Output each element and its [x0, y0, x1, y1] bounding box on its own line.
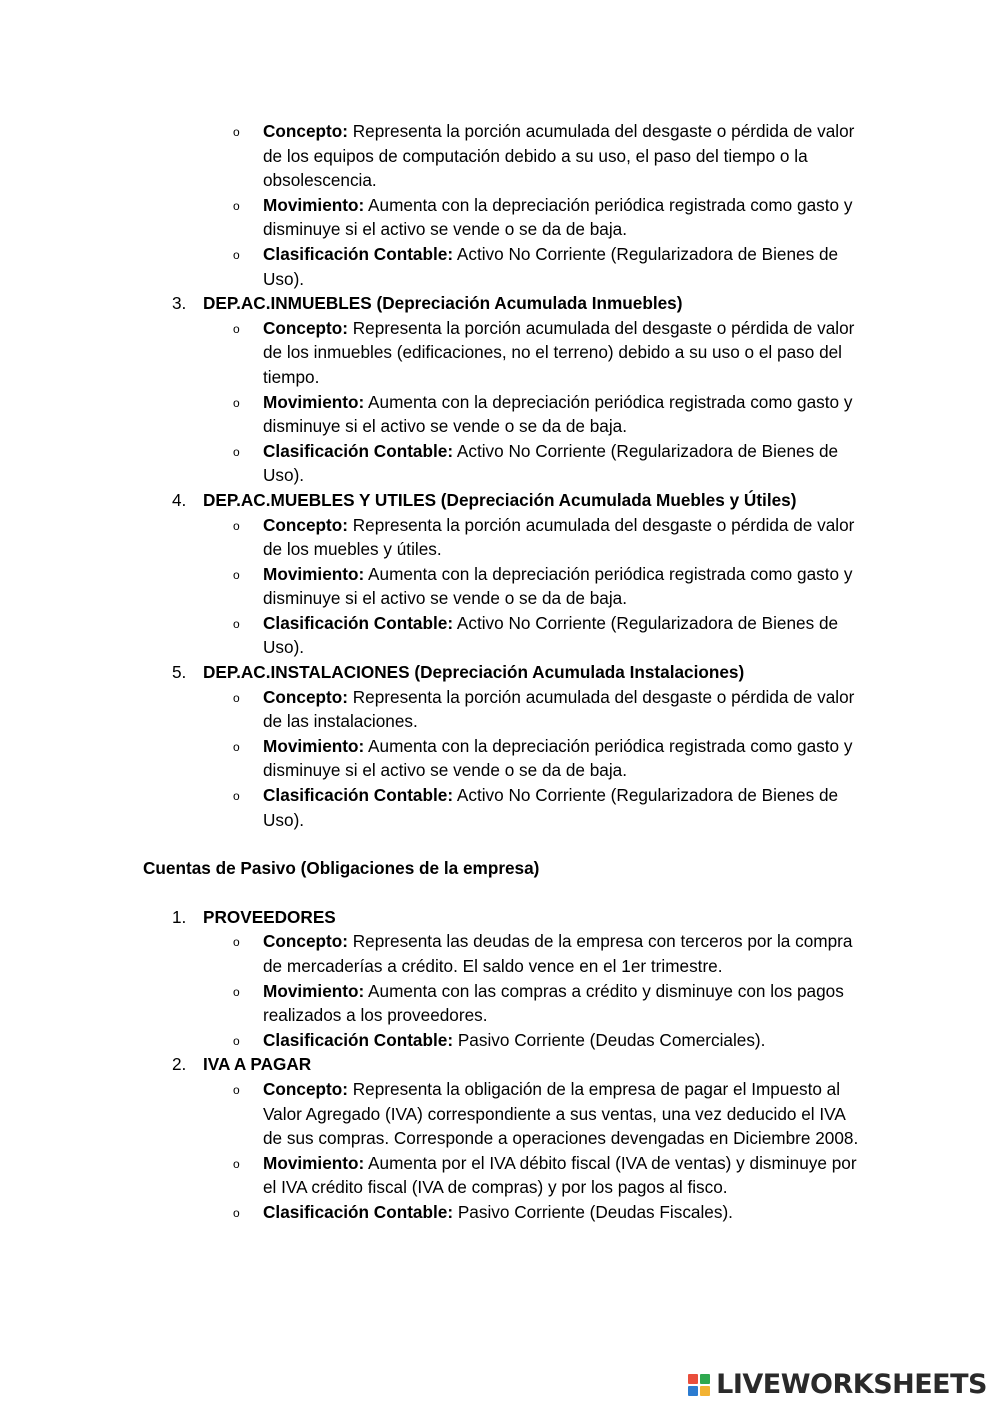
item-title: DEP.AC.MUEBLES Y UTILES (Depreciación Acumulada Muebles y Útiles)	[203, 489, 797, 510]
bullet-circle-icon: o	[233, 125, 240, 139]
list-item	[0, 905, 999, 1053]
logo-square-red	[688, 1374, 698, 1384]
bullet-text: Aumenta con la depreciación periódica registrada como gasto y disminuye si el activo se vende o se da de baja.	[263, 391, 853, 437]
bullet-point	[233, 193, 863, 242]
bullet-text: Aumenta con la depreciación periódica registrada como gasto y disminuye si el activo se vende o se da de baja.	[263, 563, 853, 609]
bullet-text: Activo No Corriente (Regularizadora de Bienes de Uso).	[263, 243, 839, 289]
list-item	[0, 291, 999, 488]
bullet-text: Representa la obligación de la empresa de pagar el Impuesto al Valor Agregado (IVA) correspondiente a sus ventas, una vez deducido el IVA de sus compras. Corresponde a operaciones devengadas en Diciembre 2008.	[263, 1078, 859, 1149]
bullet-circle-icon: o	[233, 247, 240, 262]
logo-mark-icon	[688, 1374, 710, 1396]
item-number: 2.	[172, 1054, 187, 1075]
item-title: IVA A PAGAR	[203, 1054, 312, 1075]
bullet-label: Clasificación Contable:	[263, 612, 454, 633]
bullet-circle-icon: o	[233, 1082, 240, 1097]
list-item	[0, 119, 999, 291]
bullet-circle-icon: o	[233, 1205, 240, 1220]
bullet-circle-icon: o	[233, 518, 240, 533]
item-number: 4.	[172, 489, 187, 510]
bullet-label: Concepto:	[263, 931, 348, 952]
bullet-point	[233, 1151, 863, 1200]
item-number: 3.	[172, 293, 187, 314]
bullet-point	[233, 1200, 863, 1225]
item-heading	[0, 1052, 999, 1077]
bullet-circle-icon: o	[233, 395, 240, 410]
list-item	[0, 1052, 999, 1224]
logo-square-green	[700, 1374, 710, 1384]
bullet-text: Activo No Corriente (Regularizadora de Bienes de Uso).	[263, 612, 839, 658]
bullet-text: Aumenta con la depreciación periódica registrada como gasto y disminuye si el activo se vende o se da de baja.	[263, 194, 853, 240]
liveworksheets-logo	[688, 1368, 987, 1402]
bullet-text: Representa las deudas de la empresa con terceros por la compra de mercaderías a crédito. El saldo vence en el 1er trimestre.	[263, 931, 853, 976]
bullet-circle-icon: o	[233, 567, 240, 582]
item-number: 5.	[172, 662, 187, 683]
depreciation-accounts-list	[0, 119, 999, 832]
bullet-text: Aumenta por el IVA débito fiscal (IVA de ventas) y disminuye por el IVA crédito fiscal (IVA de compras) y por los pagos al fisco.	[263, 1152, 857, 1198]
bullet-label: Concepto:	[263, 514, 348, 535]
bullet-circle-icon: o	[233, 789, 240, 804]
bullet-point	[233, 929, 863, 978]
bullet-point	[233, 783, 863, 832]
bullet-circle-icon: o	[233, 321, 240, 336]
bullet-circle-icon: o	[233, 444, 240, 459]
bullet-point	[233, 513, 863, 562]
bullet-label: Movimiento:	[263, 980, 365, 1001]
bullet-point	[233, 611, 863, 660]
bullet-label: Clasificación Contable:	[263, 1029, 454, 1050]
bullet-label: Movimiento:	[263, 563, 365, 584]
bullet-point	[233, 1077, 863, 1151]
logo-square-blue	[688, 1386, 698, 1396]
bullet-text: Aumenta con las compras a crédito y disminuye con los pagos realizados a los proveedores.	[263, 980, 844, 1026]
liability-accounts-list	[0, 905, 999, 1225]
bullet-label: Movimiento:	[263, 735, 365, 756]
bullet-point	[233, 390, 863, 439]
bullet-label: Clasificación Contable:	[263, 440, 454, 461]
list-item	[0, 660, 999, 832]
bullet-label: Concepto:	[263, 686, 348, 707]
logo-text: LIVEWORKSHEETS	[716, 1368, 987, 1400]
bullet-point	[233, 1028, 863, 1053]
item-heading	[0, 905, 999, 930]
document-page	[0, 119, 999, 1225]
bullet-label: Concepto:	[263, 317, 348, 338]
bullet-point	[233, 979, 863, 1028]
bullet-label: Movimiento:	[263, 391, 365, 412]
bullet-circle-icon: o	[233, 1033, 240, 1048]
bullet-point	[233, 242, 863, 291]
item-heading	[0, 488, 999, 513]
bullet-circle-icon: o	[233, 984, 240, 999]
item-title: DEP.AC.INSTALACIONES (Depreciación Acumulada Instalaciones)	[203, 662, 745, 683]
bullet-label: Movimiento:	[263, 194, 365, 215]
bullet-label: Clasificación Contable:	[263, 1201, 454, 1222]
bullet-text: Activo No Corriente (Regularizadora de Bienes de Uso).	[263, 440, 839, 486]
bullet-text: Representa la porción acumulada del desgaste o pérdida de valor de los inmuebles (edificaciones, no el terreno) debido a su uso o el paso del tiempo.	[263, 317, 855, 387]
logo-square-yellow	[700, 1386, 710, 1396]
list-item	[0, 488, 999, 660]
bullet-circle-icon: o	[233, 1156, 240, 1171]
bullet-circle-icon: o	[233, 616, 240, 631]
bullet-point	[233, 734, 863, 783]
bullet-point	[233, 562, 863, 611]
bullet-point	[233, 685, 863, 734]
item-title: DEP.AC.INMUEBLES (Depreciación Acumulada Inmuebles)	[203, 293, 683, 314]
bullet-label: Movimiento:	[263, 1152, 365, 1173]
section-heading: Cuentas de Pasivo (Obligaciones de la empresa)	[143, 858, 540, 879]
bullet-label: Concepto:	[263, 121, 348, 141]
bullet-text: Pasivo Corriente (Deudas Comerciales).	[457, 1029, 766, 1050]
bullet-text: Representa la porción acumulada del desgaste o pérdida de valor de los muebles y útiles.	[263, 514, 855, 560]
bullet-text: Pasivo Corriente (Deudas Fiscales).	[457, 1201, 733, 1222]
bullet-point	[233, 316, 863, 390]
bullet-point	[233, 439, 863, 488]
bullet-text: Representa la porción acumulada del desgaste o pérdida de valor de los equipos de computación debido a su uso, el paso del tiempo o la obsolescencia.	[263, 121, 855, 191]
bullet-circle-icon: o	[233, 935, 240, 950]
bullet-text: Activo No Corriente (Regularizadora de Bienes de Uso).	[263, 785, 839, 830]
bullet-label: Concepto:	[263, 1078, 348, 1099]
bullet-point	[233, 119, 863, 193]
bullet-circle-icon: o	[233, 198, 240, 213]
item-title: PROVEEDORES	[203, 906, 336, 927]
bullet-text: Representa la porción acumulada del desgaste o pérdida de valor de las instalaciones.	[263, 686, 855, 732]
bullet-text: Aumenta con la depreciación periódica registrada como gasto y disminuye si el activo se vende o se da de baja.	[263, 735, 853, 781]
bullet-label: Clasificación Contable:	[263, 243, 454, 264]
item-number: 1.	[172, 906, 187, 927]
item-heading	[0, 660, 999, 685]
bullet-circle-icon: o	[233, 739, 240, 754]
bullet-circle-icon: o	[233, 690, 240, 705]
bullet-label: Clasificación Contable:	[263, 785, 454, 806]
item-heading	[0, 291, 999, 316]
